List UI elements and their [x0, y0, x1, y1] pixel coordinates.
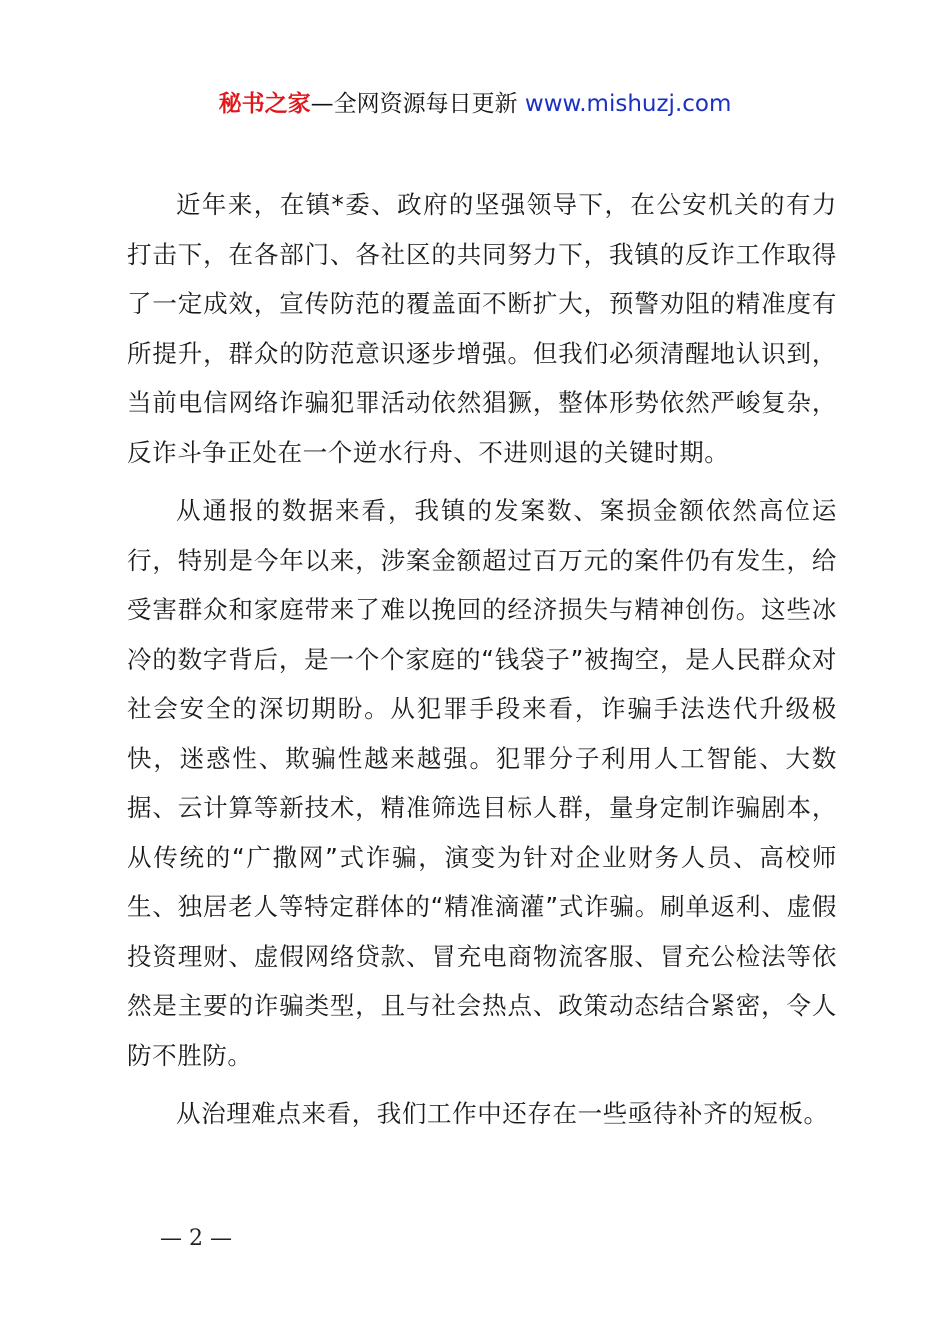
paragraph: 近年来，在镇*委、政府的坚强领导下，在公安机关的有力打击下，在各部门、各社区的共同努力下，我镇的反诈工作取得了一定成效，宣传防范的覆盖面不断扩大，预警劝阻的精准度有所提升，群众的防范意识逐步增强。但我们必须清醒地认识到，当前电信网络诈骗犯罪活动依然猖獗，整体形势依然严峻复杂，反诈斗争正处在一个逆水行舟、不进则退的关键时期。 [127, 190, 837, 467]
page-number: — 2 — [160, 1226, 232, 1251]
body-text [127, 180, 837, 1148]
paragraph: 从通报的数据来看，我镇的发案数、案损金额依然高位运行，特别是今年以来，涉案金额超过百万元的案件仍有发生，给受害群众和家庭带来了难以挽回的经济损失与精神创伤。这些冰冷的数字背后，是一个个家庭的“钱袋子”被掏空，是人民群众对社会安全的深切期盼。从犯罪手段来看，诈骗手法迭代升级极快，迷惑性、欺骗性越来越强。犯罪分子利用人工智能、大数据、云计算等新技术，精准筛选目标人群，量身定制诈骗剧本，从传统的“广撒网”式诈骗，演变为针对企业财务人员、高校师生、独居老人等特定群体的“精准滴灌”式诈骗。刷单返利、虚假投资理财、虚假网络贷款、冒充电商物流客服、冒充公检法等依然是主要的诈骗类型，且与社会热点、政策动态结合紧密，令人防不胜防。 [127, 496, 837, 1070]
paragraph: 从治理难点来看，我们工作中还存在一些亟待补齐的短板。 [176, 1099, 829, 1128]
header-tagline: —全网资源每日更新 [310, 91, 518, 117]
page-header [0, 88, 950, 120]
brand-name: 秘书之家 [218, 91, 311, 117]
website-link[interactable]: www.mishuzj.com [524, 91, 732, 117]
